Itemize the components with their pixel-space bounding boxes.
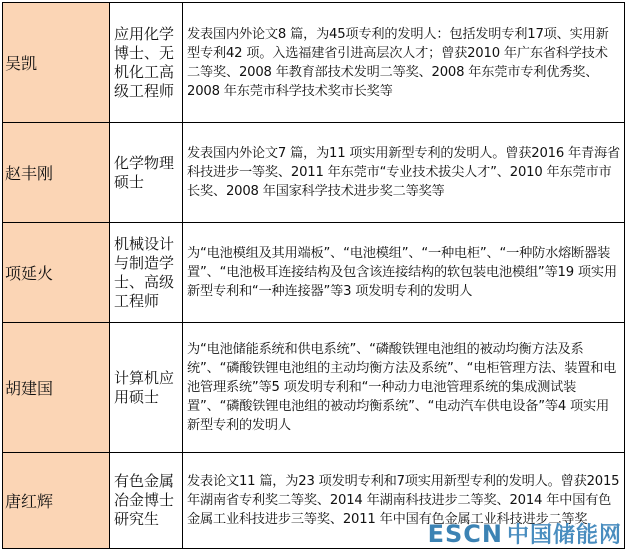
person-degree: 机械设计与制造学士、高级工程师: [110, 223, 183, 323]
table-row: [3, 3, 625, 123]
person-degree: 化学物理硕士: [110, 123, 183, 223]
watermark-cn: 中国储能网: [506, 523, 622, 548]
table-row: [3, 223, 625, 323]
person-description: 为“电池模组及其用端板”、“电池模组”、“一种电柜”、“一种防水熔断器装置”、“电池极耳连接结构及包含该连接结构的软包装电池模组”等19 项实用新型专利和“一种连接器”等3 项发明专利的发明人: [183, 223, 625, 323]
person-name: 吴凯: [3, 3, 110, 123]
person-description: 发表国内外论文7 篇，为11 项实用新型专利的发明人。曾获2016 年青海省科技进步一等奖、2011 年东莞市“专业技术拔尖人才”、2010 年东莞市市长奖、2008 年国家科学技术进步奖二等奖等: [183, 123, 625, 223]
person-degree: 应用化学博士、无机化工高级工程师: [110, 3, 183, 123]
person-description: 发表论文11 篇，为23 项发明专利和7项实用新型专利的发明人。曾获2015 年湖南省专利奖二等奖、2014 年湖南科技进步二等奖、2014 年中国有色金属工业科技进步三等奖、2011 年中国有色金属工业科技进步二等奖: [183, 453, 625, 549]
person-degree: 计算机应用硕士: [110, 323, 183, 453]
table-row: [3, 123, 625, 223]
table-row: [3, 323, 625, 453]
person-description: 发表国内外论文8 篇，为45项专利的发明人：包括发明专利17项、实用新型专利42 项。入选福建省引进高层次人才；曾获2010 年广东省科学技术二等奖、2008 年教育部技术发明二等奖、2008 年东莞市专利优秀奖、2008 年东莞市科学技术奖市长奖等: [183, 3, 625, 123]
person-name: 胡建国: [3, 323, 110, 453]
person-name: 赵丰刚: [3, 123, 110, 223]
person-name: 项延火: [3, 223, 110, 323]
watermark-logo: [428, 518, 622, 549]
person-degree: 有色金属冶金博士研究生: [110, 453, 183, 549]
person-description: 为“电池储能系统和供电系统”、“磷酸铁锂电池组的被动均衡方法及系统”、“磷酸铁锂电池组的主动均衡方法及系统”、“电柜管理方法、装置和电池管理系统”等5 项发明专利和“一种动力电池管理系统的集成测试装置”、“磷酸铁锂电池组的被动均衡系统”、“电动汽车供电设备”等4 项实用新型专利的发明人: [183, 323, 625, 453]
personnel-table: [2, 2, 625, 549]
person-name: 唐红辉: [3, 453, 110, 549]
watermark-en: ESCN: [427, 519, 503, 548]
